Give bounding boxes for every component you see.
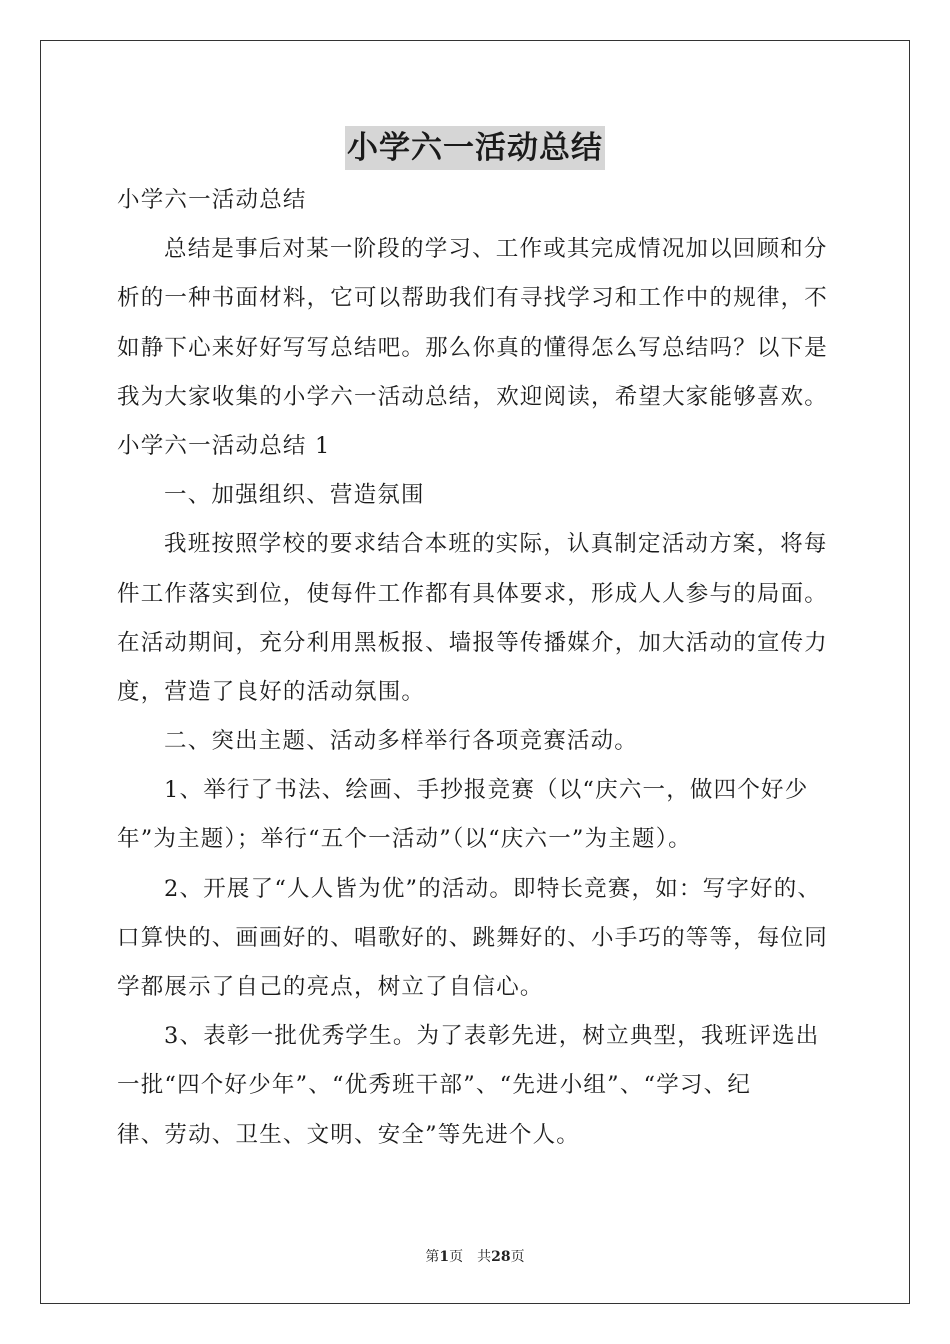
text-line: 析的一种书面材料，它可以帮助我们有寻找学习和工作中的规律，不 [117, 285, 829, 312]
text-line: 2、开展了“人人皆为优”的活动。即特长竞赛，如：写字好的、 [164, 875, 822, 902]
section-heading: 小学六一活动总结 1 [117, 432, 331, 459]
text-line: 口算快的、画画好的、唱歌好的、跳舞好的、小手巧的等等，每位同 [117, 924, 829, 951]
text-line: 律、劳动、卫生、文明、安全”等先进个人。 [117, 1121, 581, 1148]
text-line: 总结是事后对某一阶段的学习、工作或其完成情况加以回顾和分 [164, 236, 828, 263]
footer-page-current: 1 [439, 1249, 450, 1265]
text-line: 年”为主题）；举行“五个一活动”（以“庆六一”为主题）。 [117, 826, 692, 853]
text-line-subtitle: 小学六一活动总结 [117, 187, 307, 213]
footer-page-total: 28 [491, 1249, 511, 1265]
text-line: 3、表彰一批优秀学生。为了表彰先进，树立典型，我班评选出 [164, 1023, 820, 1050]
footer-page-suffix: 页 [510, 1249, 525, 1265]
document-body [117, 176, 837, 1160]
text-line: 1、举行了书法、绘画、手抄报竞赛（以“庆六一，做四个好少 [164, 777, 809, 804]
document-title: 小学六一活动总结 [345, 126, 605, 170]
text-line: 一批“四个好少年”、“优秀班干部”、“先进小组”、“学习、纪 [117, 1072, 752, 1099]
footer-page-prefix: 第 [425, 1249, 440, 1265]
footer-page-mid: 页 共 [449, 1249, 492, 1265]
text-line: 件工作落实到位，使每件工作都有具体要求，形成人人参与的局面。 [117, 580, 829, 607]
page-footer [0, 1246, 950, 1266]
text-line: 二、突出主题、活动多样举行各项竞赛活动。 [164, 728, 639, 755]
text-line: 我为大家收集的小学六一活动总结，欢迎阅读，希望大家能够喜欢。 [117, 383, 829, 410]
title-container [0, 126, 950, 170]
text-line: 一、加强组织、营造氛围 [164, 482, 425, 509]
text-line: 如静下心来好好写写总结吧。那么你真的懂得怎么写总结吗？以下是 [117, 334, 829, 361]
text-line: 学都展示了自己的亮点，树立了自信心。 [117, 974, 544, 1000]
text-line: 度，营造了良好的活动氛围。 [117, 678, 426, 705]
text-line: 在活动期间，充分利用黑板报、墙报等传播媒介，加大活动的宣传力 [117, 629, 829, 656]
text-line: 我班按照学校的要求结合本班的实际，认真制定活动方案，将每 [164, 531, 828, 558]
